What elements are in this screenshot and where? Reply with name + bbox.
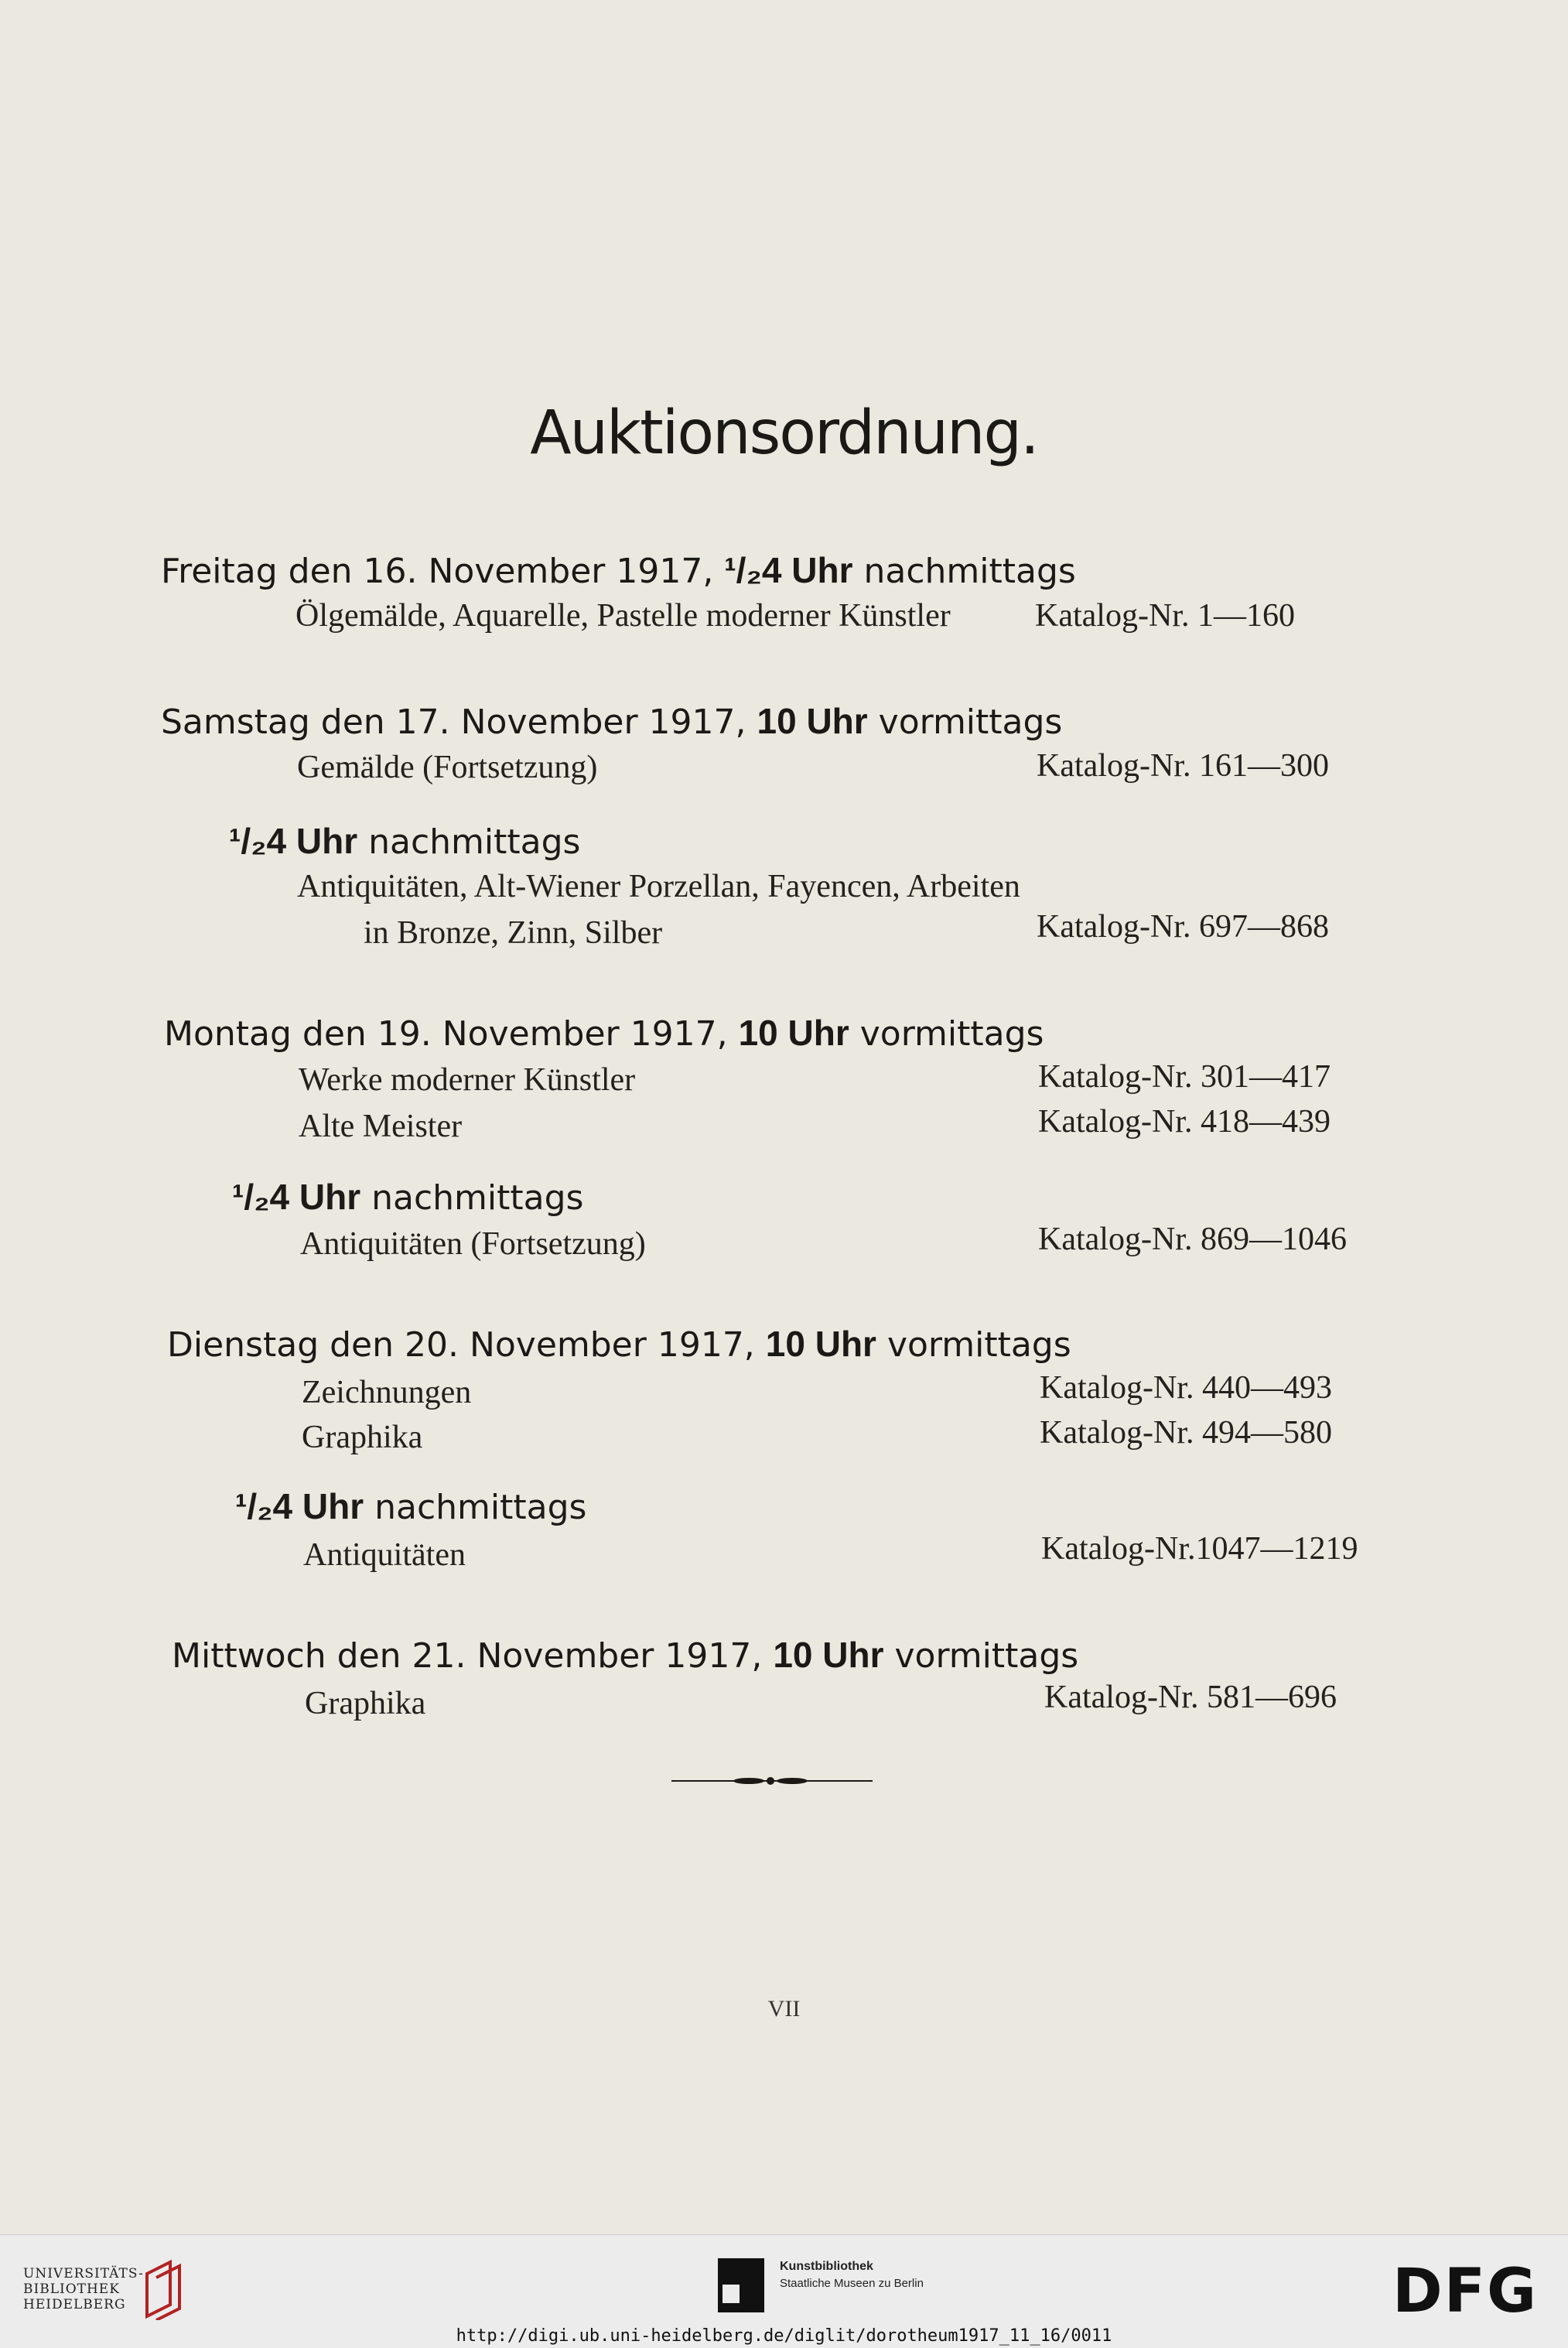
- footer-bar: [0, 2234, 1568, 2348]
- wednesday-period: vormittags: [894, 1636, 1079, 1676]
- page-number: VII: [767, 1996, 801, 2022]
- tuesday-item-3: Antiquitäten: [303, 1537, 466, 1573]
- saturday-catalog-1: Katalog-Nr. 161—300: [1037, 748, 1329, 784]
- ornament-divider: [671, 1772, 873, 1790]
- monday-afternoon-heading: [232, 1176, 583, 1218]
- page-title: Auktionsordnung.: [530, 398, 1038, 468]
- saturday-heading: [161, 700, 1062, 742]
- monday-item-1: Werke moderner Künstler: [299, 1062, 636, 1098]
- wednesday-catalog-1: Katalog-Nr. 581—696: [1044, 1680, 1337, 1715]
- kb-subtitle: Staatliche Museen zu Berlin: [780, 2277, 924, 2290]
- saturday-date: Samstag den 17. November 1917,: [161, 702, 746, 742]
- tuesday-item-2: Graphika: [302, 1420, 423, 1455]
- saturday-afternoon-heading: [229, 820, 580, 862]
- tuesday-heading: [167, 1323, 1071, 1365]
- saturday-period: vormittags: [878, 702, 1063, 742]
- tuesday-time: 10 Uhr: [765, 1324, 876, 1364]
- wednesday-time: 10 Uhr: [773, 1635, 884, 1675]
- kb-title: Kunstbibliothek: [780, 2260, 873, 2273]
- friday-date: Freitag den 16. November 1917,: [161, 552, 714, 591]
- monday-date: Montag den 19. November 1917,: [164, 1014, 728, 1054]
- tuesday-item-1: Zeichnungen: [302, 1375, 472, 1410]
- tuesday-pm-time: ¹/₂4 Uhr: [235, 1486, 364, 1526]
- kunstbibliothek-logo-icon[interactable]: [718, 2258, 764, 2312]
- tuesday-date: Dienstag den 20. November 1917,: [167, 1325, 755, 1365]
- saturday-time: 10 Uhr: [757, 701, 868, 741]
- wednesday-item-1: Graphika: [305, 1686, 426, 1721]
- saturday-item-2a: Antiquitäten, Alt-Wiener Porzellan, Fayencen, Arbeiten: [297, 869, 1020, 904]
- monday-heading: [164, 1012, 1044, 1054]
- tuesday-pm-period: nachmittags: [374, 1488, 587, 1527]
- saturday-item-2b: in Bronze, Zinn, Silber: [364, 915, 663, 951]
- permalink-url[interactable]: http://digi.ub.uni-heidelberg.de/diglit/dorotheum1917_11_16/0011: [456, 2326, 1112, 2346]
- saturday-pm-period: nachmittags: [368, 822, 581, 862]
- monday-time: 10 Uhr: [738, 1013, 849, 1053]
- tuesday-catalog-2: Katalog-Nr. 494—580: [1040, 1415, 1332, 1451]
- friday-heading: [161, 549, 1076, 591]
- tuesday-afternoon-heading: [235, 1485, 586, 1527]
- monday-period: vormittags: [859, 1014, 1044, 1054]
- saturday-item-1: Gemälde (Fortsetzung): [297, 750, 598, 785]
- ub-logo-icon[interactable]: [139, 2258, 193, 2320]
- saturday-catalog-2: Katalog-Nr. 697—868: [1037, 909, 1329, 945]
- tuesday-catalog-1: Katalog-Nr. 440—493: [1040, 1370, 1332, 1406]
- dfg-logo[interactable]: DFG: [1392, 2257, 1539, 2326]
- friday-period: nachmittags: [863, 552, 1076, 591]
- friday-time: ¹/₂4 Uhr: [724, 550, 853, 590]
- tuesday-catalog-3: Katalog-Nr.1047—1219: [1041, 1531, 1358, 1567]
- monday-item-2: Alte Meister: [299, 1109, 463, 1144]
- monday-pm-period: nachmittags: [371, 1178, 584, 1218]
- ub-line-3: HEIDELBERG: [23, 2297, 126, 2312]
- ub-heidelberg-text: [23, 2266, 144, 2312]
- tuesday-period: vormittags: [886, 1325, 1071, 1365]
- monday-pm-time: ¹/₂4 Uhr: [232, 1177, 361, 1217]
- monday-catalog-3: Katalog-Nr. 869—1046: [1038, 1222, 1347, 1257]
- monday-item-3: Antiquitäten (Fortsetzung): [300, 1226, 646, 1262]
- kunstbibliothek-text: [780, 2258, 924, 2292]
- friday-item: Ölgemälde, Aquarelle, Pastelle moderner Künstler: [295, 598, 951, 634]
- monday-catalog-1: Katalog-Nr. 301—417: [1038, 1059, 1331, 1095]
- wednesday-heading: [172, 1634, 1078, 1676]
- friday-catalog: Katalog-Nr. 1—160: [1035, 598, 1295, 634]
- wednesday-date: Mittwoch den 21. November 1917,: [172, 1636, 763, 1676]
- saturday-pm-time: ¹/₂4 Uhr: [229, 821, 358, 861]
- ub-line-1: UNIVERSITÄTS-: [23, 2266, 144, 2281]
- ub-line-2: BIBLIOTHEK: [23, 2281, 120, 2297]
- monday-catalog-2: Katalog-Nr. 418—439: [1038, 1104, 1331, 1140]
